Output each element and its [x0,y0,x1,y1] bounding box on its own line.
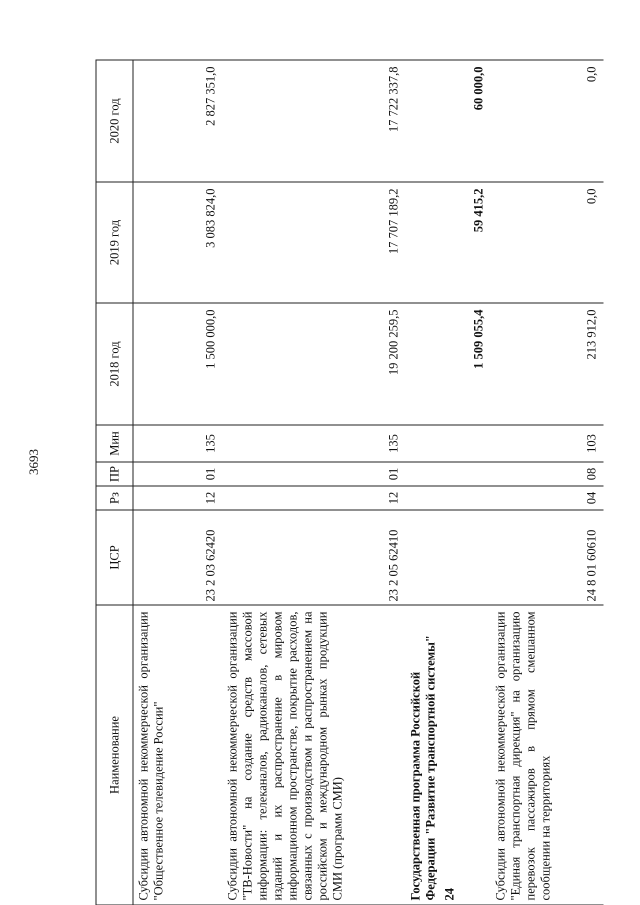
row-pr [405,462,490,486]
header-rz: Рз [96,486,133,510]
row-rz: 04 [490,486,603,510]
row-pr: 01 [222,462,405,486]
row-2019: 59 415,2 [405,182,490,303]
row-2020: 60 000,0 [405,60,490,182]
row-pr: 08 [490,462,603,486]
header-row [96,60,133,905]
row-min: 103 [490,425,603,462]
row-name [405,605,490,905]
row-2020: 17 722 337,8 [222,60,405,182]
row-rz: 12 [133,486,223,510]
header-min: Мин [96,425,133,462]
budget-table-rotated [95,60,625,905]
row-rz [405,486,490,510]
header-csr: ЦСР [96,510,133,605]
row-2019: 17 707 189,2 [222,182,405,303]
row-2019: 0,0 [490,182,603,303]
header-2020: 2020 год [96,60,133,182]
row-pr: 01 [133,462,223,486]
row-name: Субсидии автономной некоммерческой организации "Единая транспортная дирекция" на организацию перевозок пассажиров в прямом смешанном сообщении на территориях [490,605,603,905]
row-name: Субсидии автономной некоммерческой организации "Общественное телевидение России" [133,605,223,905]
row-min: 135 [222,425,405,462]
table-row-program [405,60,490,905]
row-min: 135 [133,425,223,462]
row-2018: 19 200 259,5 [222,303,405,425]
row-min [405,425,490,462]
row-2020: 0,0 [490,60,603,182]
program-csr: 24 [442,887,456,900]
row-rz: 12 [222,486,405,510]
table-row [490,60,603,905]
table-row [133,60,223,905]
header-pr: ПР [96,462,133,486]
row-name: Субсидии автономной некоммерческой организации "ТВ-Новости" на создание средств массовой информации: телеканалов, радиоканалов, сетевых изданий и их распространение в мировом информационном пространстве, покрытие расходов, связанных с производством и распространением на российском и международном рынках продукции СМИ (программ СМИ) [222,605,405,905]
row-2018: 213 912,0 [490,303,603,425]
row-2018: 1 500 000,0 [133,303,223,425]
budget-table [95,59,603,905]
row-csr: 23 2 03 62420 [133,510,223,605]
row-2019: 3 083 824,0 [133,182,223,303]
header-2019: 2019 год [96,182,133,303]
row-csr-empty [405,510,490,605]
row-csr: 23 2 05 62410 [222,510,405,605]
row-csr: 24 8 01 60610 [490,510,603,605]
row-2018: 1 509 055,4 [405,303,490,425]
row-2020: 2 827 351,0 [133,60,223,182]
page-number: 3693 [26,449,41,475]
header-2018: 2018 год [96,303,133,425]
program-title: Государственная программа Российской Федерации "Развитие транспортной системы" [408,634,437,900]
table-row [222,60,405,905]
header-name: Наименование [96,605,133,905]
